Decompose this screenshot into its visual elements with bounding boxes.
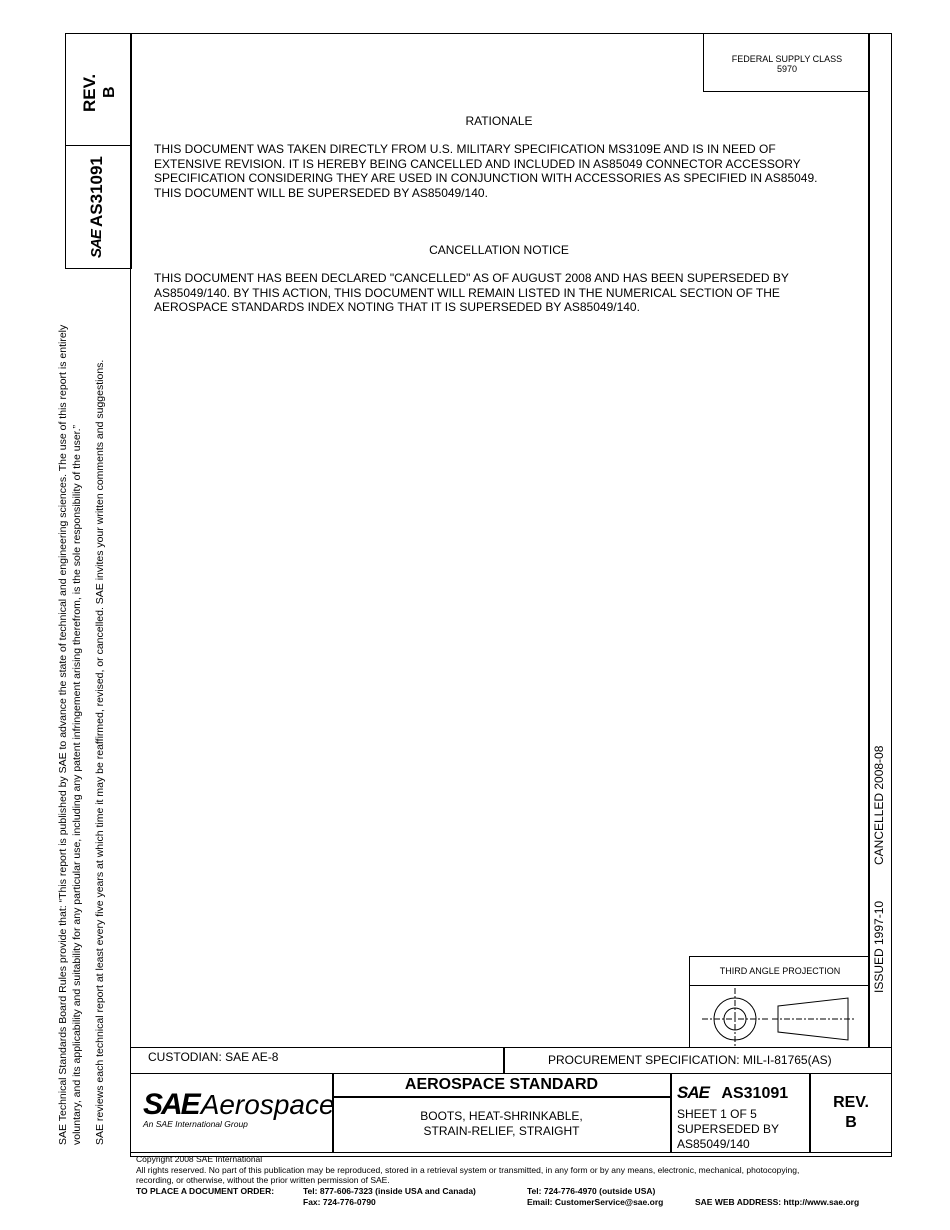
board-rules-note-line1: SAE Technical Standards Board Rules provide that: “This report is published by SAE to advance the state of technical and engineering sciences. The use of this report is entirely — [57, 324, 69, 1145]
right-strip-divider — [868, 33, 870, 1048]
doc-number: AS31091 — [721, 1085, 789, 1102]
federal-supply-class-value: 5970 — [776, 64, 798, 74]
issued-date: ISSUED 1997-10 — [872, 900, 886, 993]
cancelled-date: CANCELLED 2008-08 — [872, 745, 886, 865]
rationale-heading: RATIONALE — [465, 114, 533, 128]
aerospace-wordmark: Aerospace — [200, 1089, 335, 1120]
cancellation-heading: CANCELLATION NOTICE — [429, 243, 569, 257]
federal-supply-class-box — [703, 33, 870, 92]
sae-logo-mark: SAE — [143, 1088, 199, 1121]
title-rev-value: B — [845, 1114, 857, 1131]
standard-type: AEROSPACE STANDARD — [404, 1076, 599, 1093]
footer-web[interactable]: SAE WEB ADDRESS: http://www.sae.org — [695, 1197, 860, 1207]
review-notice: SAE reviews each technical report at least every five years at which time it may be reaffirmed, revised, or cancelled. SAE invites your written comments and suggestions. — [94, 359, 106, 1145]
standard-type-divider — [332, 1096, 671, 1098]
footer-fax: Fax: 724-776-0790 — [303, 1197, 376, 1207]
footer-rights-line1: All rights reserved. No part of this publication may be reproduced, stored in a retrieval system or transmitted, in any form or by any means, electronic, mechanical, photocopying, — [136, 1164, 800, 1175]
footer-order-label: TO PLACE A DOCUMENT ORDER: — [136, 1186, 275, 1196]
superseded-by-label: SUPERSEDED BY — [677, 1122, 780, 1136]
footer — [136, 1154, 896, 1186]
side-sae-logo: SAE — [88, 230, 105, 258]
footer-tel-usa: Tel: 877-606-7323 (inside USA and Canada) — [303, 1186, 476, 1196]
federal-supply-class-label: FEDERAL SUPPLY CLASS — [731, 54, 843, 64]
sae-aerospace-logo — [143, 1088, 335, 1129]
document-title-line2: STRAIN-RELIEF, STRAIGHT — [423, 1124, 580, 1138]
side-doc-number: AS31091 — [87, 156, 106, 227]
superseded-by-value: AS85049/140 — [677, 1137, 750, 1151]
footer-rights-line2: recording, or otherwise, without the prior written permission of SAE. — [136, 1175, 390, 1185]
cancellation-body: THIS DOCUMENT HAS BEEN DECLARED "CANCELLED" AS OF AUGUST 2008 AND HAS BEEN SUPERSEDED BY AS85049/140. BY THIS ACTION, THIS DOCUMENT WILL REMAIN LISTED IN THE NUMERICAL SECTION OF THE AEROSPACE STANDARDS INDEX NOTING THAT IT IS SUPERSEDED BY AS85049/140. — [154, 271, 789, 314]
custodian: CUSTODIAN: SAE AE-8 — [148, 1050, 279, 1064]
projection-box — [689, 956, 870, 1048]
title-rev-label: REV. — [833, 1094, 869, 1111]
title-divider — [670, 1074, 672, 1153]
footer-tel-outside: Tel: 724-776-4970 (outside USA) — [527, 1186, 656, 1196]
document-title-line1: BOOTS, HEAT-SHRINKABLE, — [420, 1109, 583, 1123]
board-rules-note-line2: voluntary, and its applicability and suitability for any particular use, including any patent infringement arising therefrom, is the sole responsibility of the user.” — [71, 424, 83, 1145]
footer-email: Email: CustomerService@sae.org — [527, 1197, 664, 1207]
footer-copyright: Copyright 2008 SAE International — [136, 1154, 263, 1164]
third-angle-projection-symbol — [690, 986, 868, 1048]
procurement-spec: PROCUREMENT SPECIFICATION: MIL-I-81765(AS) — [548, 1053, 832, 1067]
projection-label: THIRD ANGLE PROJECTION — [690, 957, 870, 986]
side-rev-label: REV. — [80, 73, 99, 112]
doc-id-block — [677, 1083, 807, 1103]
custodian-procurement-divider — [503, 1047, 505, 1074]
doc-sae-logo: SAE — [677, 1083, 709, 1102]
side-rev-value: B — [101, 86, 118, 98]
rationale-body: THIS DOCUMENT WAS TAKEN DIRECTLY FROM U.S. MILITARY SPECIFICATION MS3109E AND IS IN NEED OF EXTENSIVE REVISION. IT IS HEREBY BEING CANCELLED AND INCLUDED IN AS85049 CONNECTOR ACCESSORY SPECIFICATION CONSIDERING THEY ARE USED IN CONJUNCTION WITH ACCESSORIES AS SPECIFIED IN AS85049. THIS DOCUMENT WILL BE SUPERSEDED BY AS85049/140. — [154, 142, 818, 200]
sheet-number: SHEET 1 OF 5 — [677, 1107, 757, 1121]
logo-subtitle: An SAE International Group — [143, 1119, 248, 1129]
